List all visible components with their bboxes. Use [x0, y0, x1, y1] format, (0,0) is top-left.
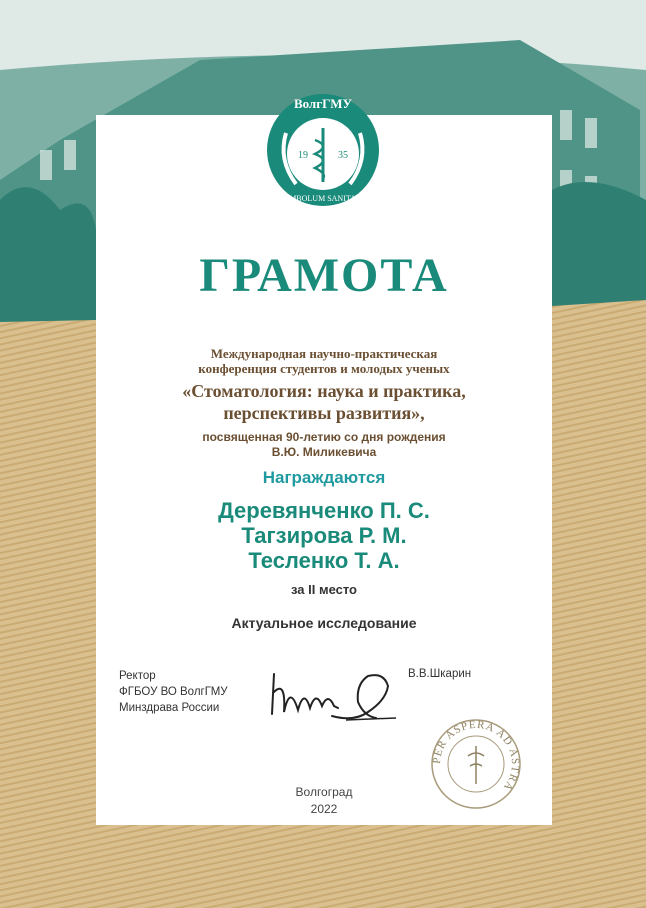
- dedication-line-2: В.Ю. Миликевича: [271, 445, 377, 459]
- conference-description: [96, 346, 552, 376]
- rector-title: [119, 668, 228, 716]
- city-label: Волгоград: [295, 785, 353, 799]
- rector-title-line-2: ФГБОУ ВО ВолгГМУ: [119, 686, 228, 698]
- logo-motto: SYMBOLUM SANITATIS: [278, 194, 368, 203]
- certificate-title: ГРАМОТА: [199, 249, 449, 302]
- place-label: за II место: [290, 582, 357, 597]
- conference-name-line-2: перспективы развития»,: [223, 403, 425, 423]
- logo-year-right: 35: [338, 150, 348, 161]
- conference-name-line-1: «Стоматология: наука и практика,: [182, 381, 466, 401]
- recipient-name: Тесленко Т. А.: [248, 548, 400, 573]
- recipient-name: Деревянченко П. С.: [218, 498, 430, 523]
- university-logo: [256, 88, 390, 212]
- rector-name: В.В.Шкарин: [408, 668, 472, 680]
- rector-title-line-3: Минздрава России: [119, 702, 220, 714]
- recipients-list: [96, 498, 552, 573]
- conference-line-1: Международная научно-практическая: [210, 346, 438, 361]
- dedication-line-1: посвященная 90-летию со дня рождения: [202, 430, 446, 444]
- nomination-label: Актуальное исследование: [231, 615, 417, 631]
- stamp-text: PER ASPERA AD ASTRA: [430, 718, 522, 794]
- recipient-name: Тагзирова Р. М.: [241, 523, 407, 548]
- logo-year-left: 19: [298, 150, 308, 161]
- logo-top-text: ВолгГМУ: [293, 96, 353, 111]
- year-label: 2022: [310, 802, 338, 816]
- conference-name: [96, 380, 552, 424]
- conference-line-2: конференция студентов и молодых ученых: [198, 361, 450, 376]
- rector-signature: [264, 662, 404, 730]
- rector-title-line-1: Ректор: [119, 670, 156, 682]
- place-and-year: [96, 784, 552, 818]
- dedication: [96, 430, 552, 460]
- awarded-label: Награждаются: [262, 468, 386, 487]
